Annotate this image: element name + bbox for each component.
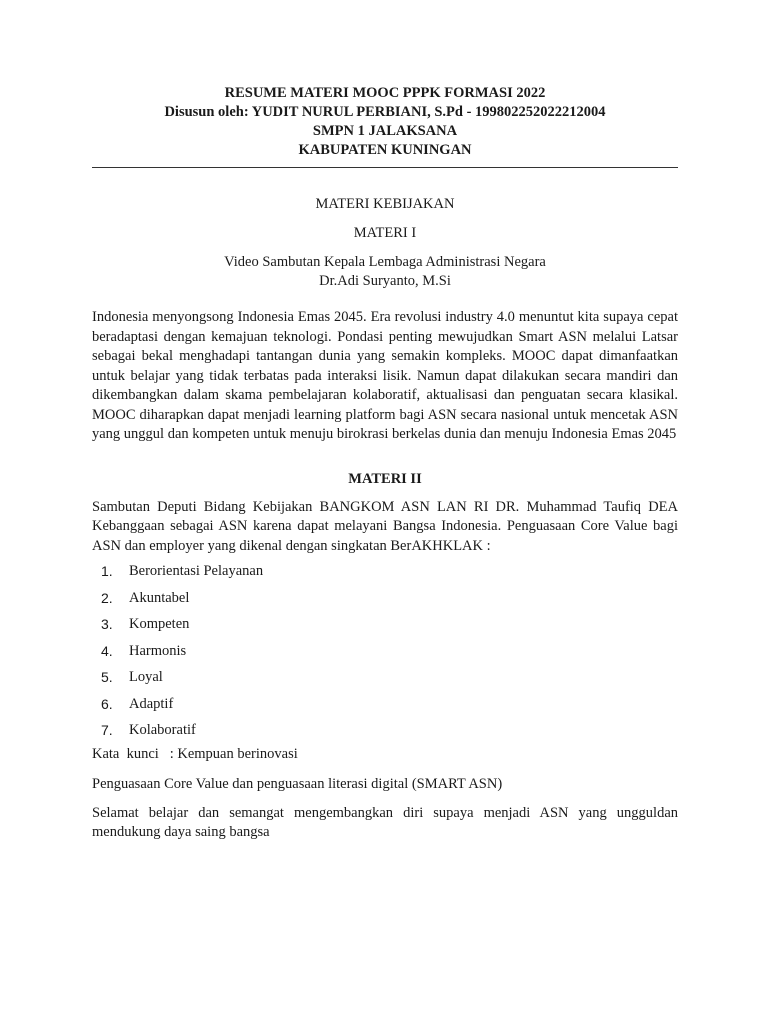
list-label: Kolaboratif [129,722,196,738]
document-header [92,84,678,160]
list-item [92,664,678,691]
video-title: Video Sambutan Kepala Lembaga Administrasi Negara [224,254,546,270]
list-number: 3. [101,616,113,632]
keyword-label: Kata kunci : [92,745,174,762]
list-label: Kompeten [129,616,190,632]
list-number: 4. [101,642,113,659]
materi-2-paragraph: Sambutan Deputi Bidang Kebijakan BANGKOM ASN LAN RI DR. Muhammad Taufiq DEA Kebanggaan sebagai ASN karena dapat melayani Bangsa Indonesia. Penguasaan Core Value bagi ASN dan employer yang dikenal dengan singkatan BerAKHKLAK : [92,498,678,554]
regency-name: KABUPATEN KUNINGAN [298,142,472,158]
header-divider [92,167,678,168]
list-number: 7. [101,722,113,738]
list-label: Loyal [129,669,163,685]
document-page [92,84,678,843]
list-item [92,585,678,612]
list-item [92,558,678,585]
core-value-line: Penguasaan Core Value dan penguasaan literasi digital (SMART ASN) [92,775,503,792]
list-label: Berorientasi Pelayanan [129,563,264,579]
section-title: MATERI KEBIJAKAN [315,196,455,212]
list-number: 2. [101,589,113,606]
author-line: Disusun oleh: YUDIT NURUL PERBIANI, S.Pd - 199802252022212004 [164,104,606,120]
school-name: SMPN 1 JALAKSANA [312,123,458,139]
document-title: RESUME MATERI MOOC PPPK FORMASI 2022 [224,85,546,101]
list-label: Harmonis [129,642,187,659]
list-number: 6. [101,695,113,712]
list-number: 1. [101,563,113,579]
list-item [92,691,678,718]
list-number: 5. [101,669,113,685]
materi-2-heading: MATERI II [348,470,422,487]
speaker-name: Dr.Adi Suryanto, M.Si [319,273,451,289]
keyword-value: Kempuan berinovasi [177,745,298,762]
list-label: Akuntabel [129,589,190,606]
materi-1-paragraph: Indonesia menyongsong Indonesia Emas 2045. Era revolusi industry 4.0 menuntut kita supaya cepat beradaptasi dengan kemajuan teknologi. Pondasi penting mewujudkan Smart ASN melalui Latsar sebagai bekal menghadapi tantangan dunia yang semakin kompleks. MOOC dapat dimanfaatkan untuk belajar yang tidak terbatas pada interaksi lisik. Namun dapat dilakukan secara mandiri dan dikembangkan dalam skama pembelajaran kolaboratif, aktualisasi dan penguatan secara klasikal. MOOC diharapkan dapat menjadi learning platform bagi ASN secara nasional untuk mencetak ASN yang unggul dan kompeten untuk menuju birokrasi berkelas dunia dan menuju Indonesia Emas 2045 [92,309,678,442]
keyword-line [92,744,678,764]
list-item [92,717,678,744]
list-item [92,638,678,665]
closing-paragraph: Selamat belajar dan semangat mengembangkan diri supaya menjadi ASN yang ungguldan mendukung daya saing bangsa [92,804,678,840]
list-label: Adaptif [129,695,174,712]
materi-1-heading: MATERI I [353,225,417,241]
core-value-list [92,558,678,744]
list-item [92,611,678,638]
